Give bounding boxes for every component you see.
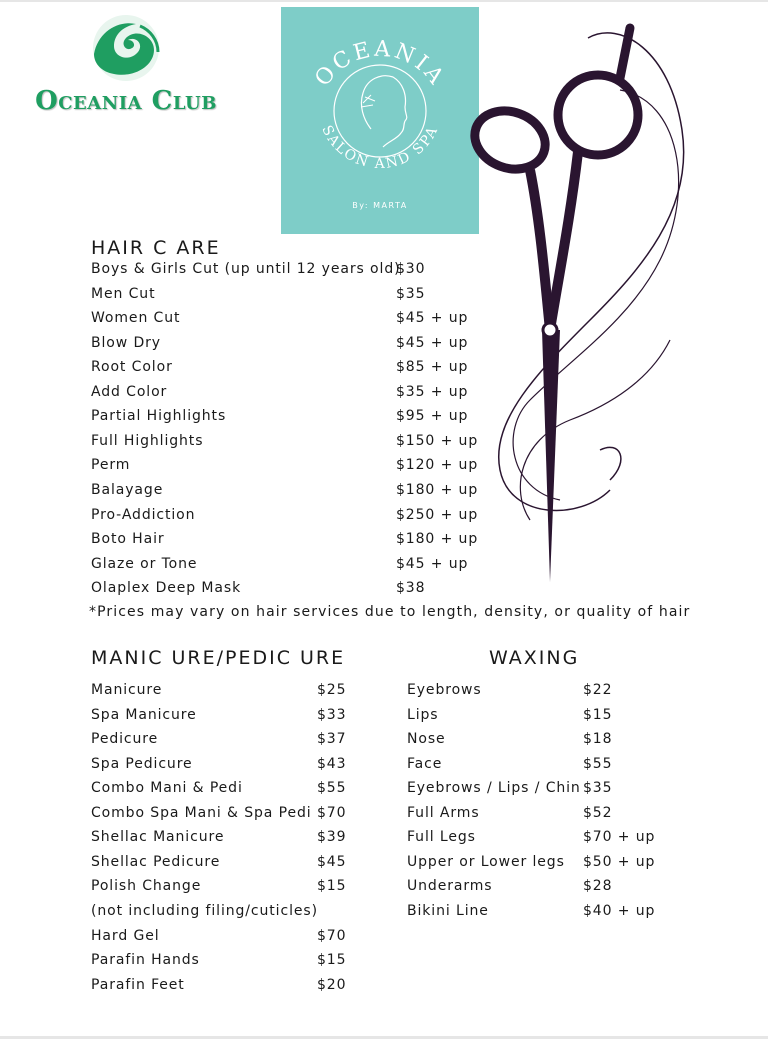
waxing-service-label: Full Arms [407,804,480,821]
hair-service-label: Glaze or Tone [91,555,198,572]
hair-service-price: $250 + up [396,506,479,523]
nail-service-price: $15 [317,878,347,895]
nail-service-price: $70 [317,927,347,944]
hair-service-label: Men Cut [91,285,156,302]
waxing-service-price: $55 [583,755,613,772]
wave-icon [84,14,168,82]
hair-service-price: $95 + up [396,408,469,425]
club-name: Oceania Club [35,86,217,116]
waxing-title: WAXING [489,647,580,669]
hair-service-price: $150 + up [396,432,479,449]
nail-service-label: Spa Manicure [91,706,197,723]
waxing-service-label: Bikini Line [407,902,489,919]
svg-text:OCEANIA [310,37,450,92]
nail-service-label: Manicure [91,682,163,698]
nail-service-price: $33 [317,706,347,723]
waxing-service-price: $15 [583,706,613,723]
manicure-pedicure-title: MANIC URE/PEDIC URE [91,647,346,669]
waxing-service-label: Underarms [407,878,493,895]
waxing-service-price: $52 [583,804,613,821]
waxing-service-label: Upper or Lower legs [407,853,565,870]
nail-service-label: Combo Mani & Pedi [91,780,243,797]
nail-service-label: Parafin Hands [91,952,200,969]
hair-service-label: Perm [91,457,131,474]
nail-service-price: $39 [317,829,347,846]
hair-service-label: Boto Hair [91,531,165,548]
hair-service-price: $30 [396,261,426,277]
hair-service-label: Root Color [91,359,173,376]
nail-service-label: Shellac Pedicure [91,853,221,870]
salon-arc-subtitle: SALON AND SPA [318,122,442,173]
waxing-service-label: Full Legs [407,829,476,846]
waxing-service-price: $22 [583,682,613,698]
hair-service-label: Partial Highlights [91,408,227,425]
nail-service-price: $45 [317,853,347,870]
hair-service-label: Blow Dry [91,334,161,351]
hair-service-label: Boys & Girls Cut (up until 12 years old) [91,261,401,277]
nail-service-label: Spa Pedicure [91,755,193,772]
hair-service-price: $45 + up [396,555,469,572]
hair-service-price: $35 + up [396,383,469,400]
nail-service-price: $55 [317,780,347,797]
scissors-icon [470,20,705,585]
hair-service-price: $85 + up [396,359,469,376]
hair-service-price: $45 + up [396,310,469,327]
hair-service-label: Add Color [91,383,168,400]
hair-service-price: $38 [396,580,426,597]
salon-logo [281,7,479,234]
svg-text:SALON AND SPA [318,123,441,172]
hair-service-label: Olaplex Deep Mask [91,580,242,597]
nail-service-label: Hard Gel [91,927,160,944]
oceania-club-logo [6,14,246,124]
waxing-service-price: $18 [583,731,613,748]
nail-service-label: Pedicure [91,731,159,748]
hair-service-price: $180 + up [396,531,479,548]
waxing-service-label: Eyebrows [407,682,482,698]
waxing-service-label: Eyebrows / Lips / Chin [407,780,581,797]
hair-care-title: HAIR C ARE [91,237,221,259]
salon-logo-artwork [281,7,479,234]
hair-service-label: Pro-Addiction [91,506,196,523]
hair-service-label: Women Cut [91,310,181,327]
salon-arc-title: OCEANIA [310,36,450,92]
nail-service-price: $20 [317,976,347,993]
hair-service-price: $180 + up [396,481,479,498]
waxing-service-price: $40 + up [583,902,656,919]
top-divider [0,0,768,2]
nail-service-label: Parafin Feet [91,976,185,993]
waxing-service-label: Nose [407,731,446,748]
nail-service-price: $25 [317,682,347,698]
waxing-service-price: $35 [583,780,613,797]
hair-service-price: $45 + up [396,334,469,351]
hair-service-price: $120 + up [396,457,479,474]
waxing-service-price: $70 + up [583,829,656,846]
waxing-service-price: $28 [583,878,613,895]
nail-service-price: $43 [317,755,347,772]
waxing-service-label: Face [407,755,443,772]
nail-service-label: Shellac Manicure [91,829,225,846]
waxing-service-label: Lips [407,706,439,723]
waxing-service-price: $50 + up [583,853,656,870]
nail-service-price: $15 [317,952,347,969]
nail-service-price: $70 [317,804,347,821]
nail-service-label: Combo Spa Mani & Spa Pedi [91,804,312,821]
nail-service-price: $37 [317,731,347,748]
salon-by-line: By: MARTA [352,201,408,210]
nail-service-label: (not including filing/cuticles) [91,902,318,919]
hair-service-label: Full Highlights [91,432,204,449]
nail-service-label: Polish Change [91,878,202,895]
hair-service-price: $35 [396,285,426,302]
hair-price-note: *Prices may vary on hair services due to length, density, or quality of hair [89,604,691,620]
hair-service-label: Balayage [91,481,164,498]
